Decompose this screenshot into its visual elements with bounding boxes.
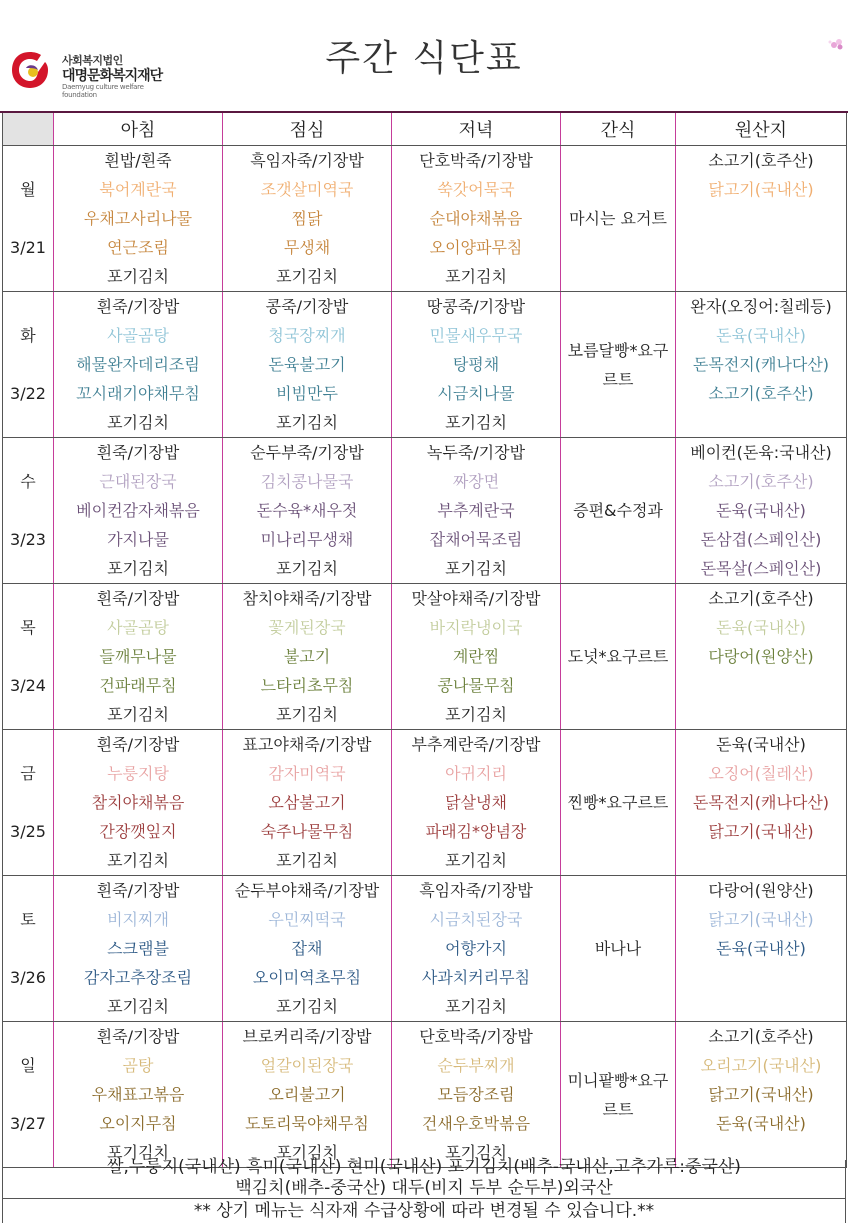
lunch-item: 청국장찌개: [223, 321, 392, 350]
breakfast-item: 우채고사리나물: [54, 204, 223, 233]
day-date: 3/27: [10, 1114, 46, 1133]
table-row: [3, 146, 847, 176]
dinner-item: 탕평채: [392, 350, 561, 379]
breakfast-item: 비지찌개: [54, 905, 223, 934]
table-row: [3, 759, 847, 788]
header-origin: 원산지: [676, 113, 847, 146]
dinner-item: 계란찜: [392, 642, 561, 671]
lunch-item: 순두부야채죽/기장밥: [223, 876, 392, 906]
breakfast-item: 곰탕: [54, 1051, 223, 1080]
breakfast-item: 누룽지탕: [54, 759, 223, 788]
table-row: [3, 817, 847, 846]
breakfast-item: 흰죽/기장밥: [54, 438, 223, 468]
origin-item: [676, 992, 847, 1022]
day-cell: [3, 730, 54, 876]
breakfast-item: 참치야채볶음: [54, 788, 223, 817]
breakfast-item: 포기김치: [54, 992, 223, 1022]
lunch-item: 포기김치: [223, 700, 392, 730]
lunch-item: 잡채: [223, 934, 392, 963]
origin-item: 다랑어(원양산): [676, 876, 847, 906]
day-name: 수: [20, 472, 36, 491]
origin-item: 돈육(국내산): [676, 321, 847, 350]
breakfast-item: 연근조림: [54, 233, 223, 262]
lunch-item: 돈육불고기: [223, 350, 392, 379]
dinner-item: 건새우호박볶음: [392, 1109, 561, 1138]
lunch-item: 순두부죽/기장밥: [223, 438, 392, 468]
dinner-item: 포기김치: [392, 1138, 561, 1168]
snack-cell: 증편&수정과: [561, 438, 676, 584]
page-header: [0, 0, 848, 112]
footer-notes: [2, 1157, 846, 1223]
footer-notice: ** 상기 메뉴는 식자재 수급상황에 따라 변경될 수 있습니다.**: [3, 1198, 845, 1223]
dinner-item: 시금치나물: [392, 379, 561, 408]
table-row: [3, 584, 847, 614]
breakfast-item: 포기김치: [54, 846, 223, 876]
footer-origin-line-1: 쌀,누룽지(국내산) 흑미(국내산) 현미(국내산) 포기김치(배추-국내산,고추가루:중국산): [107, 1157, 741, 1177]
breakfast-item: 해물완자데리조림: [54, 350, 223, 379]
table-row: [3, 846, 847, 876]
snack-cell: 미니팥빵*요구르트: [561, 1022, 676, 1168]
origin-item: 소고기(호주산): [676, 1022, 847, 1052]
breakfast-item: 사골곰탕: [54, 321, 223, 350]
origin-item: 다랑어(원양산): [676, 642, 847, 671]
day-date: 3/23: [10, 530, 46, 549]
origin-item: 오징어(칠레산): [676, 759, 847, 788]
table-row: [3, 204, 847, 233]
origin-item: 돈육(국내산): [676, 1109, 847, 1138]
dinner-item: 포기김치: [392, 262, 561, 292]
snack-cell: 바나나: [561, 876, 676, 1022]
dinner-item: 단호박죽/기장밥: [392, 1022, 561, 1052]
dinner-item: 민물새우무국: [392, 321, 561, 350]
header-dinner: 저녁: [392, 113, 561, 146]
header-snack: 간식: [561, 113, 676, 146]
lunch-item: 김치콩나물국: [223, 467, 392, 496]
lunch-item: 표고야채죽/기장밥: [223, 730, 392, 760]
table-row: [3, 963, 847, 992]
logo-small-text: 사회복지법인: [62, 54, 123, 67]
origin-item: 돈목살(스페인산): [676, 554, 847, 584]
dinner-item: 땅콩죽/기장밥: [392, 292, 561, 322]
dinner-item: 녹두죽/기장밥: [392, 438, 561, 468]
dinner-item: 흑임자죽/기장밥: [392, 876, 561, 906]
origin-item: 완자(오징어:칠레등): [676, 292, 847, 322]
breakfast-item: 간장깻잎지: [54, 817, 223, 846]
breakfast-item: 흰죽/기장밥: [54, 730, 223, 760]
origin-item: 돈삼겹(스페인산): [676, 525, 847, 554]
lunch-item: 숙주나물무침: [223, 817, 392, 846]
dinner-item: 단호박죽/기장밥: [392, 146, 561, 176]
origin-item: 돈육(국내산): [676, 730, 847, 760]
lunch-item: 얼갈이된장국: [223, 1051, 392, 1080]
table-row: [3, 1109, 847, 1138]
dinner-item: 부추계란국: [392, 496, 561, 525]
dinner-item: 사과치커리무침: [392, 963, 561, 992]
breakfast-item: 흰죽/기장밥: [54, 1022, 223, 1052]
lunch-item: 포기김치: [223, 408, 392, 438]
table-row: [3, 1022, 847, 1052]
table-row: [3, 496, 847, 525]
lunch-item: 감자미역국: [223, 759, 392, 788]
dinner-item: 순대야채볶음: [392, 204, 561, 233]
table-row: [3, 379, 847, 408]
origin-item: [676, 700, 847, 730]
table-row: [3, 876, 847, 906]
table-row: [3, 175, 847, 204]
origin-item: [676, 671, 847, 700]
origin-item: [676, 262, 847, 292]
lunch-item: 조갯살미역국: [223, 175, 392, 204]
day-cell: [3, 292, 54, 438]
day-name: 금: [20, 764, 36, 783]
weekly-menu-table: [2, 113, 847, 1168]
dinner-item: 포기김치: [392, 700, 561, 730]
table-row: [3, 292, 847, 322]
breakfast-item: 포기김치: [54, 1138, 223, 1168]
dinner-item: 콩나물무침: [392, 671, 561, 700]
breakfast-item: 포기김치: [54, 554, 223, 584]
dinner-item: 짜장면: [392, 467, 561, 496]
origin-item: 닭고기(국내산): [676, 905, 847, 934]
origin-item: 소고기(호주산): [676, 146, 847, 176]
breakfast-item: 북어계란국: [54, 175, 223, 204]
header-breakfast: 아침: [54, 113, 223, 146]
table-row: [3, 1051, 847, 1080]
table-row: [3, 321, 847, 350]
origin-item: 돈목전지(캐나다산): [676, 350, 847, 379]
table-row: [3, 525, 847, 554]
table-row: [3, 408, 847, 438]
dinner-item: 닭살냉채: [392, 788, 561, 817]
table-header-row: [3, 113, 847, 146]
day-date: 3/22: [10, 384, 46, 403]
origin-item: 돈목전지(캐나다산): [676, 788, 847, 817]
breakfast-item: 흰죽/기장밥: [54, 292, 223, 322]
origin-item: [676, 233, 847, 262]
origin-item: 돈육(국내산): [676, 613, 847, 642]
lunch-item: 참치야채죽/기장밥: [223, 584, 392, 614]
lunch-item: 흑임자죽/기장밥: [223, 146, 392, 176]
lunch-item: 포기김치: [223, 846, 392, 876]
lunch-item: 포기김치: [223, 554, 392, 584]
day-cell: [3, 584, 54, 730]
origin-item: [676, 204, 847, 233]
lunch-item: 오리불고기: [223, 1080, 392, 1109]
breakfast-item: 흰밥/흰죽: [54, 146, 223, 176]
breakfast-item: 오이지무침: [54, 1109, 223, 1138]
snack-cell: 보름달빵*요구르트: [561, 292, 676, 438]
dinner-item: 포기김치: [392, 554, 561, 584]
breakfast-item: 근대된장국: [54, 467, 223, 496]
origin-item: 오리고기(국내산): [676, 1051, 847, 1080]
table-row: [3, 992, 847, 1022]
logo-name: 대명문화복지재단: [62, 68, 163, 84]
dinner-item: 쑥갓어묵국: [392, 175, 561, 204]
table-row: [3, 554, 847, 584]
dinner-item: 포기김치: [392, 846, 561, 876]
table-row: [3, 467, 847, 496]
table-row: [3, 1080, 847, 1109]
breakfast-item: 사골곰탕: [54, 613, 223, 642]
day-date: 3/21: [10, 238, 46, 257]
lunch-item: 불고기: [223, 642, 392, 671]
day-cell: [3, 876, 54, 1022]
origin-item: 소고기(호주산): [676, 584, 847, 614]
table-row: [3, 438, 847, 468]
lunch-item: 포기김치: [223, 262, 392, 292]
lunch-item: 찜닭: [223, 204, 392, 233]
day-cell: [3, 1022, 54, 1168]
day-name: 목: [20, 618, 36, 637]
day-date: 3/25: [10, 822, 46, 841]
origin-item: 돈육(국내산): [676, 496, 847, 525]
dinner-item: 순두부찌개: [392, 1051, 561, 1080]
origin-item: [676, 963, 847, 992]
breakfast-item: 우채표고볶음: [54, 1080, 223, 1109]
day-date: 3/26: [10, 968, 46, 987]
breakfast-item: 건파래무침: [54, 671, 223, 700]
origin-item: 돈육(국내산): [676, 934, 847, 963]
table-row: [3, 613, 847, 642]
origin-item: 닭고기(국내산): [676, 1080, 847, 1109]
breakfast-item: 흰죽/기장밥: [54, 876, 223, 906]
dinner-item: 시금치된장국: [392, 905, 561, 934]
snack-cell: 마시는 요거트: [561, 146, 676, 292]
dinner-item: 어향가지: [392, 934, 561, 963]
snack-cell: 도넛*요구르트: [561, 584, 676, 730]
flower-decoration-icon: [826, 34, 848, 56]
table-row: [3, 905, 847, 934]
breakfast-item: 꼬시래기야채무침: [54, 379, 223, 408]
origin-item: [676, 846, 847, 876]
table-row: [3, 671, 847, 700]
origin-item: 소고기(호주산): [676, 467, 847, 496]
lunch-item: 느타리초무침: [223, 671, 392, 700]
lunch-item: 포기김치: [223, 1138, 392, 1168]
breakfast-item: 포기김치: [54, 408, 223, 438]
origin-item: [676, 408, 847, 438]
snack-cell: 찐빵*요구르트: [561, 730, 676, 876]
lunch-item: 무생채: [223, 233, 392, 262]
footer-origin-line-2: 백김치(배추-중국산) 대두(비지 두부 순두부)외국산: [235, 1178, 613, 1198]
lunch-item: 꽃게된장국: [223, 613, 392, 642]
origin-item: 닭고기(국내산): [676, 175, 847, 204]
lunch-item: 콩죽/기장밥: [223, 292, 392, 322]
table-row: [3, 934, 847, 963]
origin-item: 소고기(호주산): [676, 379, 847, 408]
breakfast-item: 흰죽/기장밥: [54, 584, 223, 614]
table-row: [3, 233, 847, 262]
lunch-item: 오이미역초무침: [223, 963, 392, 992]
lunch-item: 포기김치: [223, 992, 392, 1022]
day-name: 토: [20, 910, 36, 929]
day-name: 일: [20, 1056, 36, 1075]
day-cell: [3, 438, 54, 584]
table-row: [3, 788, 847, 817]
breakfast-item: 베이컨감자채볶음: [54, 496, 223, 525]
table-row: [3, 700, 847, 730]
dinner-item: 부추계란죽/기장밥: [392, 730, 561, 760]
day-cell: [3, 146, 54, 292]
breakfast-item: 포기김치: [54, 262, 223, 292]
breakfast-item: 가지나물: [54, 525, 223, 554]
dinner-item: 포기김치: [392, 408, 561, 438]
lunch-item: 비빔만두: [223, 379, 392, 408]
header-day-cell: [3, 113, 54, 146]
lunch-item: 우민찌떡국: [223, 905, 392, 934]
breakfast-item: 포기김치: [54, 700, 223, 730]
dinner-item: 맛살야채죽/기장밥: [392, 584, 561, 614]
dinner-item: 오이양파무침: [392, 233, 561, 262]
header-lunch: 점심: [223, 113, 392, 146]
lunch-item: 돈수육*새우젓: [223, 496, 392, 525]
breakfast-item: 스크램블: [54, 934, 223, 963]
logo-english: Daemyug culture welfare foundation: [62, 83, 144, 99]
dinner-item: 포기김치: [392, 992, 561, 1022]
table-row: [3, 642, 847, 671]
table-row: [3, 350, 847, 379]
dinner-item: 잡채어묵조림: [392, 525, 561, 554]
lunch-item: 브로커리죽/기장밥: [223, 1022, 392, 1052]
origin-item: 닭고기(국내산): [676, 817, 847, 846]
lunch-item: 미나리무생채: [223, 525, 392, 554]
breakfast-item: 감자고추장조림: [54, 963, 223, 992]
day-name: 월: [20, 180, 36, 199]
table-row: [3, 262, 847, 292]
lunch-item: 도토리묵야채무침: [223, 1109, 392, 1138]
dinner-item: 바지락냉이국: [392, 613, 561, 642]
day-name: 화: [20, 326, 36, 345]
dinner-item: 파래김*양념장: [392, 817, 561, 846]
dinner-item: 모듬장조림: [392, 1080, 561, 1109]
table-row: [3, 730, 847, 760]
origin-item: 베이컨(돈육:국내산): [676, 438, 847, 468]
breakfast-item: 들깨무나물: [54, 642, 223, 671]
dinner-item: 아귀지리: [392, 759, 561, 788]
page-title: 주간 식단표: [325, 38, 523, 79]
day-date: 3/24: [10, 676, 46, 695]
lunch-item: 오삼불고기: [223, 788, 392, 817]
